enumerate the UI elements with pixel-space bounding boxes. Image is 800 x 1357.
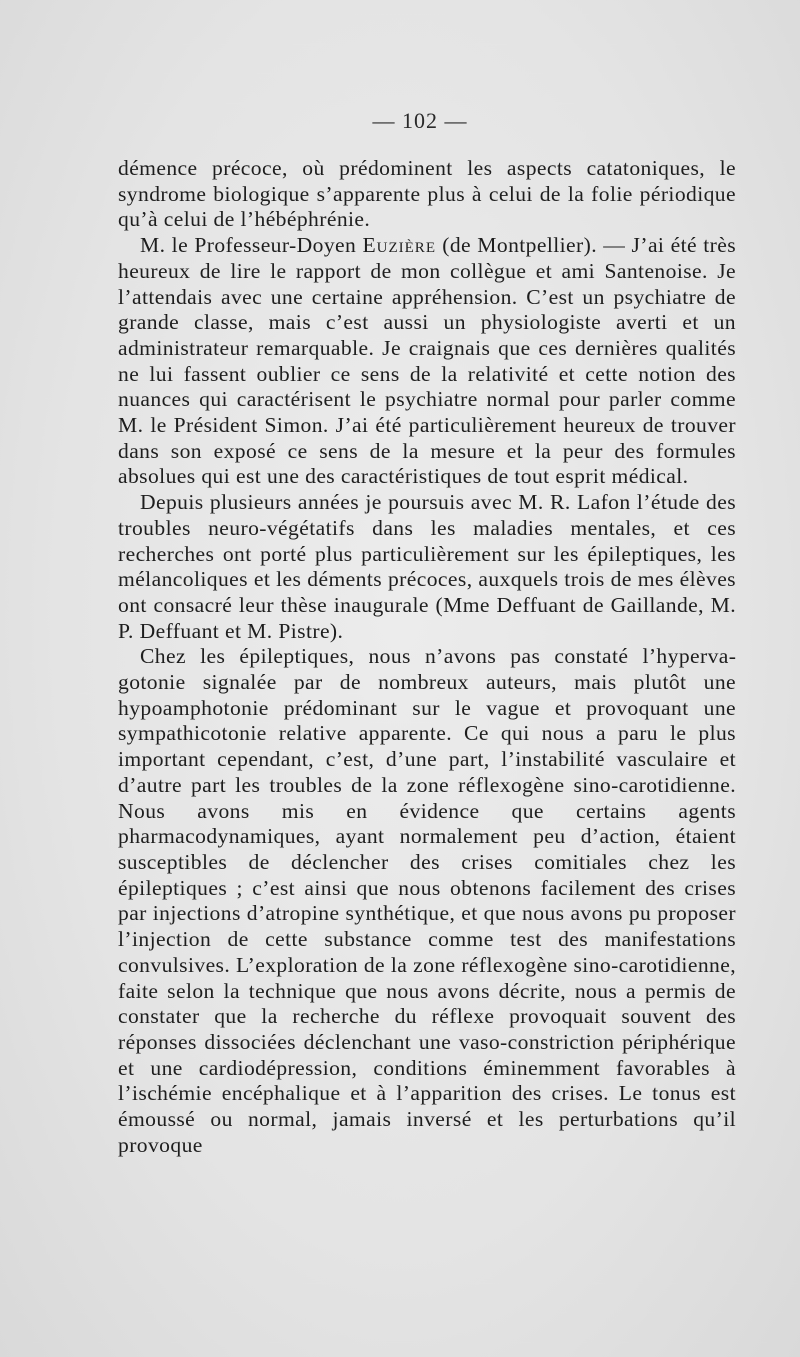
paragraph-2 — [118, 233, 736, 490]
paragraph-1: démence précoce, où prédominent les aspects catatoniques, le syndrome biologique s’apparente plus à celui de la folie périodique qu’à celui de l’hébéphrénie. — [118, 156, 736, 232]
paragraph-4: Chez les épileptiques, nous n’avons pas constaté l’hypervagotonie signalée par de nombreux auteurs, mais plutôt une hypoamphotonie prédominant sur le vague et provoquant une sympathicotonie relative apparente. Ce qui nous a paru le plus important cependant, c’est, d’une part, l’instabilité vasculaire et d’autre part les troubles de la zone réflexogène sino-carotidienne. Nous avons mis en évidence que certains agents pharmacodynamiques, ayant normalement peu d’action, étaient susceptibles de déclencher des crises comitiales chez les épileptiques ; c’est ainsi que nous obtenons facilement des crises par injections d’atropine synthétique, et que nous avons pu proposer l’injection de cette substance comme test des manifestations convulsives. L’exploration de la zone réflexogène sino-carotidienne, faite selon la technique que nous avons décrite, nous a permis de constater que la recherche du réflexe provoquait souvent des réponses dissociées déclenchant une vaso-constriction périphérique et une cardiodépression, conditions éminemment favorables à l’ischémie encéphalique et à l’apparition des crises. Le tonus est émoussé ou normal, jamais inversé et les perturbations qu’il provoque — [118, 644, 736, 1157]
speaker-name: Euzière — [362, 233, 436, 258]
paragraph-2-opening: M. le Professeur-Doyen — [140, 233, 363, 258]
paragraph-2-body: (de Montpellier). — J’ai été très heureux de lire le rapport de mon collègue et ami Santenoise. Je l’attendais avec une certaine appréhension. C’est un psychiatre de grande classe, mais c’est aussi un physiologiste averti et un administrateur remarquable. Je craignais que ces dernières qualités ne lui fassent oublier ce sens de la relativité et cette notion des nuances qui caractérisent le psychiatre normal pour parler comme M. le Président Simon. J’ai été particulièrement heureux de trouver dans son exposé ce sens de la mesure et la peur des formules absolues qui est une des caractéristiques de tout esprit médical. — [118, 233, 737, 489]
body-text — [118, 156, 736, 1158]
paragraph-3: Depuis plusieurs années je poursuis avec M. R. Lafon l’étude des troubles neuro-végétatifs dans les maladies mentales, et ces recherches ont porté plus particulièrement sur les épileptiques, les mélancoliques et les déments précoces, auxquels trois de mes élèves ont consacré leur thèse inaugurale (Mme Deffuant de Gaillande, M. P. Deffuant et M. Pistre). — [118, 490, 736, 643]
page-number: — 102 — — [372, 108, 468, 133]
